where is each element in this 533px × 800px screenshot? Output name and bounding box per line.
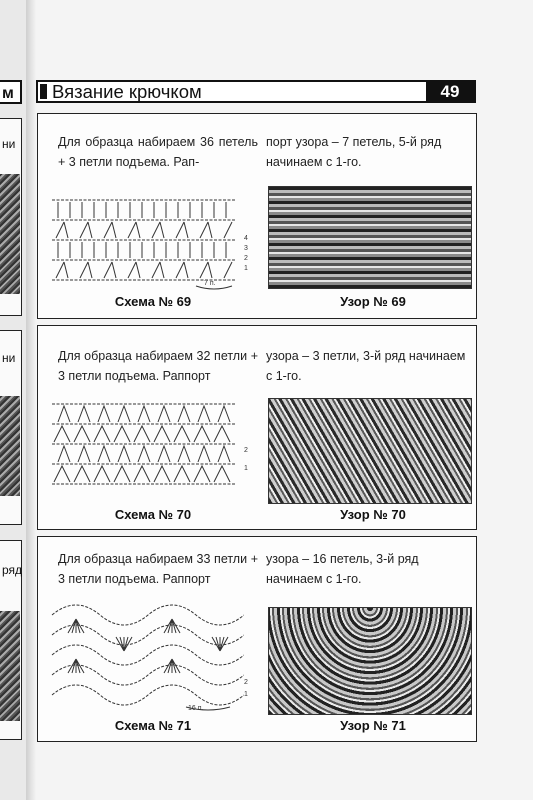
row-label: 3 — [244, 245, 248, 252]
page-title: Вязание крючком — [52, 81, 202, 102]
row-label: 1 — [244, 465, 248, 472]
crochet-scheme-70 — [46, 392, 244, 492]
pattern-panel-71 — [37, 536, 477, 742]
adjacent-pattern-image — [0, 174, 20, 294]
pattern-panel-69 — [37, 113, 477, 319]
adjacent-page-edge — [0, 0, 26, 800]
page-number: 49 — [426, 82, 474, 101]
row-label: 1 — [244, 691, 248, 698]
pattern-caption-69: Узор № 69 — [340, 294, 406, 309]
pattern-panel-70 — [37, 325, 477, 530]
row-numbers-71 — [244, 677, 262, 701]
pattern-caption-71: Узор № 71 — [340, 718, 406, 733]
adjacent-text: ни — [2, 351, 16, 365]
pattern-caption-70: Узор № 70 — [340, 507, 406, 522]
pattern-description-right: узора – 16 петель, 3-й ряд начинаем с 1-го. — [266, 552, 419, 586]
row-label: 2 — [244, 447, 248, 454]
page-header — [36, 80, 476, 103]
pattern-description-left: Для образца набираем 32 петли + 3 петли подъема. Раппорт — [58, 349, 258, 383]
adjacent-panel — [0, 118, 22, 316]
adjacent-text: ни — [2, 137, 16, 151]
pattern-description-right: порт узора – 7 петель, 5-й ряд начинаем с 1-го. — [266, 135, 442, 169]
row-label: 4 — [244, 235, 248, 242]
adjacent-page-header: м — [0, 80, 22, 104]
adjacent-panel — [0, 330, 22, 525]
crochet-scheme-71 — [46, 599, 244, 715]
adjacent-pattern-image — [0, 396, 20, 496]
row-label: 2 — [244, 255, 248, 262]
scheme-caption-70: Схема № 70 — [114, 507, 192, 522]
repeat-label-71: 16 п. — [188, 705, 204, 712]
crochet-scheme-69 — [46, 180, 244, 292]
row-numbers-69 — [244, 234, 262, 274]
pattern-description-left: Для образца набираем 33 петли + 3 петли подъема. Раппорт — [58, 552, 258, 586]
row-numbers-70 — [244, 442, 262, 478]
repeat-label-69: 7 п. — [204, 280, 216, 287]
adjacent-text: ряд — [2, 563, 23, 577]
pattern-photo-69 — [268, 186, 472, 289]
row-label: 2 — [244, 679, 248, 686]
adjacent-pattern-image — [0, 611, 20, 721]
pattern-photo-71 — [268, 607, 472, 715]
scheme-caption-71: Схема № 71 — [114, 718, 192, 733]
scheme-caption-69: Схема № 69 — [114, 294, 192, 309]
pattern-description-left: Для образца набираем 36 петель + 3 петли подъема. Рап- — [58, 135, 258, 169]
pattern-description-right: узора – 3 петли, 3-й ряд начинаем с 1-го. — [266, 349, 466, 383]
header-bar — [40, 84, 47, 99]
pattern-photo-70 — [268, 398, 472, 504]
book-gutter — [26, 0, 36, 800]
row-label: 1 — [244, 265, 248, 272]
adjacent-panel — [0, 540, 22, 740]
